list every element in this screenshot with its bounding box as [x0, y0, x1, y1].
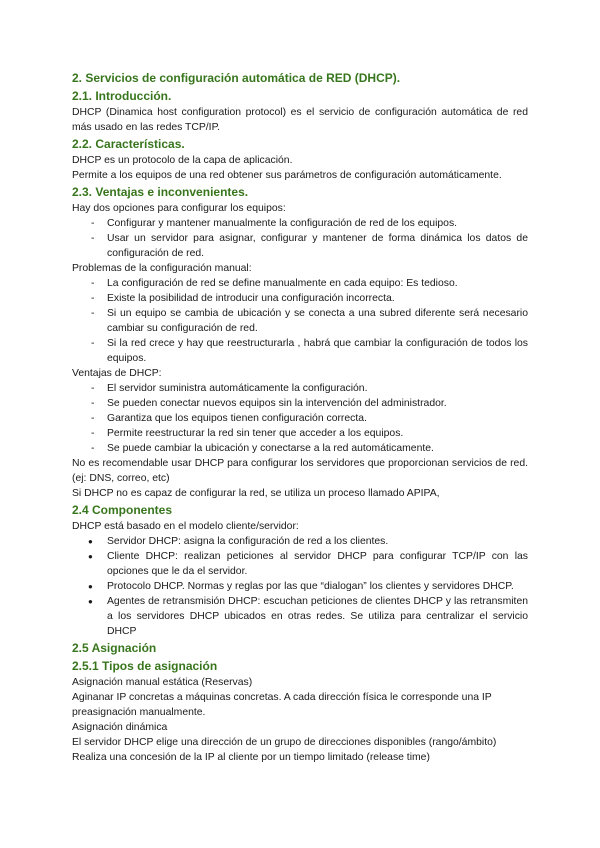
section-2-2-title: 2.2. Características.	[72, 137, 185, 151]
list-item: - Si la red crece y hay que reestructurarla , habrá que cambiar la configuración de todos los equipos.	[72, 336, 528, 366]
section-2-1-title: 2.1. Introducción.	[72, 89, 172, 103]
document-content	[72, 69, 528, 765]
section-2-4-title: 2.4 Componentes	[72, 503, 173, 517]
list-item: - Si un equipo se cambia de ubicación y se conecta a una subred diferente será necesario cambiar su configuración de red.	[72, 306, 528, 336]
dynamic-assignment-text: El servidor DHCP elige una dirección de un grupo de direcciones disponibles (rango/ámbito)	[72, 737, 497, 748]
components-intro: DHCP está basado en el modelo cliente/servidor:	[72, 521, 299, 532]
section-2-5-title: 2.5 Asignación	[72, 641, 157, 655]
section-2-1-text: DHCP (Dinamica host configuration protocol) es el servicio de configuración automática de red más usado en las redes TCP/IP.	[72, 107, 528, 133]
list-item: ● Agentes de retransmisión DHCP: escuchan peticiones de clientes DHCP y las retransmiten a los servidores DHCP ubicados en otras redes. Se utiliza para centralizar el servicio DHCP	[72, 594, 528, 639]
list-item: ● Servidor DHCP: asigna la configuración de red a los clientes.	[72, 534, 528, 549]
dynamic-assignment-title: Asignación dinámica	[72, 722, 168, 733]
problems-title: Problemas de la configuración manual:	[72, 263, 252, 274]
options-list	[72, 216, 528, 261]
list-item: - Usar un servidor para asignar, configurar y mantener de forma dinámica los datos de configuración de red.	[72, 231, 528, 261]
list-item: - Garantiza que los equipos tienen configuración correcta.	[72, 411, 528, 426]
note-apipa: Si DHCP no es capaz de configurar la red, se utiliza un proceso llamado APIPA,	[72, 488, 440, 499]
section-2-5-1-title: 2.5.1 Tipos de asignación	[72, 659, 218, 673]
list-item: ● Protocolo DHCP. Normas y reglas por las que “dialogan” los clientes y servidores DHCP.	[72, 579, 528, 594]
list-item: - Configurar y mantener manualmente la configuración de red de los equipos.	[72, 216, 528, 231]
list-item: ● Cliente DHCP: realizan peticiones al servidor DHCP para configurar TCP/IP con las opciones que le da el servidor.	[72, 549, 528, 579]
list-item: - Existe la posibilidad de introducir una configuración incorrecta.	[72, 291, 528, 306]
components-list	[72, 534, 528, 639]
list-item: - La configuración de red se define manualmente en cada equipo: Es tedioso.	[72, 276, 528, 291]
section-2-title: 2. Servicios de configuración automática de RED (DHCP).	[72, 71, 401, 85]
manual-assignment-title: Asignación manual estática (Reservas)	[72, 677, 253, 688]
list-item: - El servidor suministra automáticamente la configuración.	[72, 381, 528, 396]
section-2-2-paragraph: Permite a los equipos de una red obtener sus parámetros de configuración automáticamente.	[72, 170, 502, 181]
list-item: - Se pueden conectar nuevos equipos sin la intervención del administrador.	[72, 396, 528, 411]
options-intro: Hay dos opciones para configurar los equipos:	[72, 203, 286, 214]
advantages-list	[72, 381, 528, 456]
list-item: - Permite reestructurar la red sin tener que acceder a los equipos.	[72, 426, 528, 441]
section-2-2-paragraph: DHCP es un protocolo de la capa de aplicación.	[72, 155, 293, 166]
list-item: - Se puede cambiar la ubicación y conectarse a la red automáticamente.	[72, 441, 528, 456]
problems-list	[72, 276, 528, 366]
advantages-title: Ventajas de DHCP:	[72, 368, 162, 379]
manual-assignment-text: Aginanar IP concretas a máquinas concretas. A cada dirección física le corresponde una IP preasignación manualmente.	[72, 692, 492, 718]
dynamic-assignment-text: Realiza una concesión de la IP al cliente por un tiempo limitado (release time)	[72, 752, 430, 763]
note-servers: No es recomendable usar DHCP para configurar los servidores que proporcionan servicios de red. (ej: DNS, correo, etc)	[72, 458, 528, 484]
section-2-3-title: 2.3. Ventajas e inconvenientes.	[72, 185, 249, 199]
